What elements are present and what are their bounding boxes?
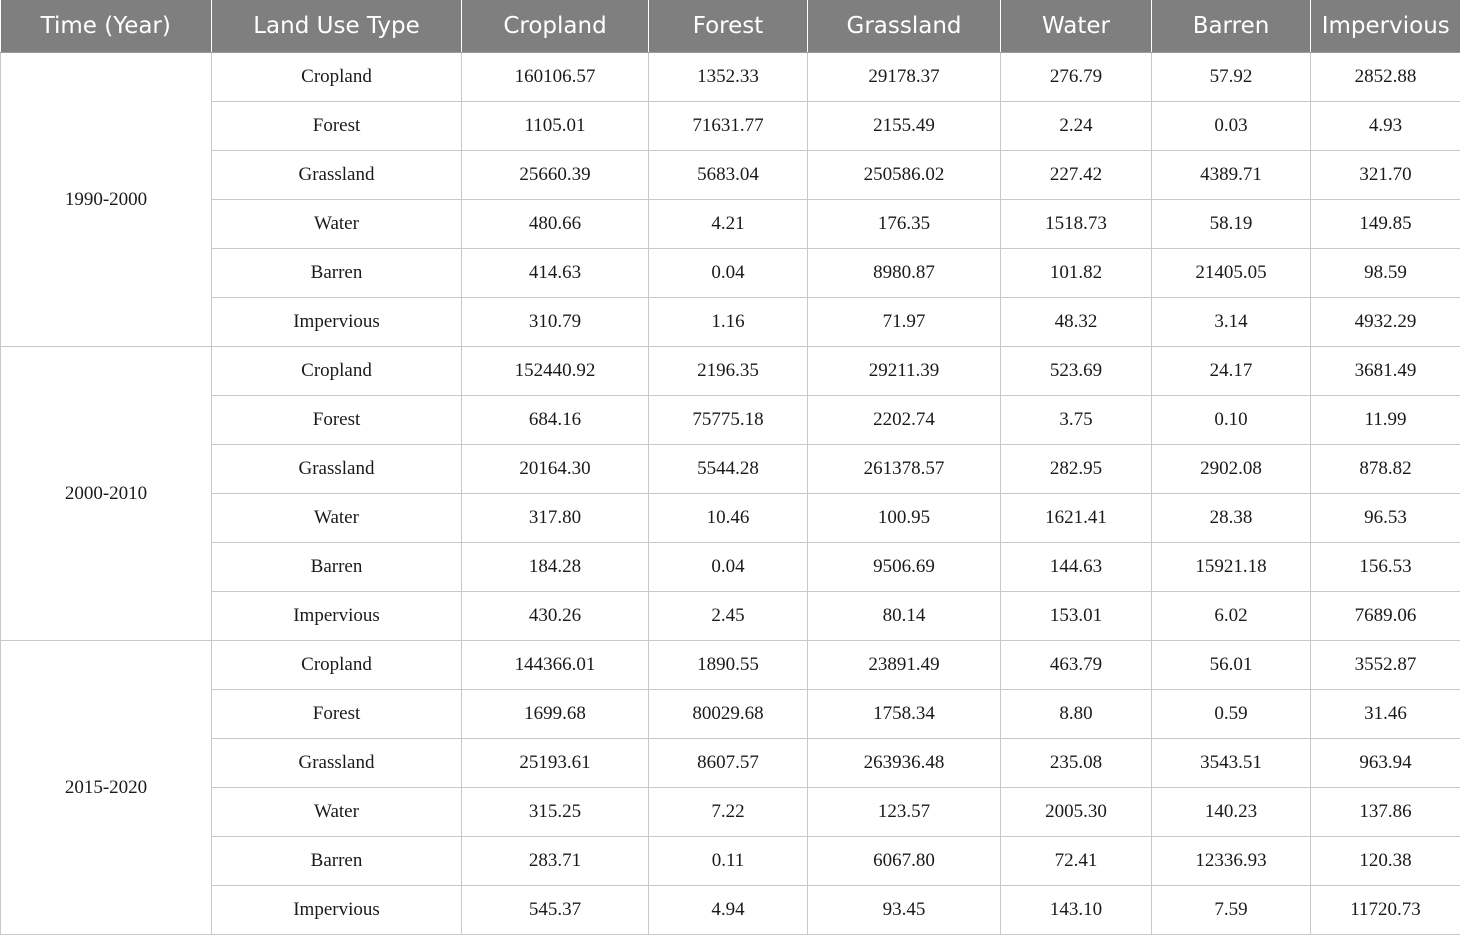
value-cell: 317.80 [462,494,649,543]
value-cell: 7.22 [649,788,808,837]
value-cell: 8980.87 [808,249,1001,298]
value-cell: 4932.29 [1311,298,1460,347]
column-header: Forest [649,0,808,53]
land-use-type-cell: Cropland [212,53,462,102]
value-cell: 98.59 [1311,249,1460,298]
value-cell: 480.66 [462,200,649,249]
value-cell: 71.97 [808,298,1001,347]
value-cell: 20164.30 [462,445,649,494]
land-use-type-cell: Grassland [212,151,462,200]
value-cell: 25193.61 [462,739,649,788]
value-cell: 0.11 [649,837,808,886]
value-cell: 80.14 [808,592,1001,641]
value-cell: 4.21 [649,200,808,249]
value-cell: 2.24 [1001,102,1152,151]
value-cell: 235.08 [1001,739,1152,788]
value-cell: 0.04 [649,249,808,298]
value-cell: 123.57 [808,788,1001,837]
value-cell: 1105.01 [462,102,649,151]
value-cell: 1.16 [649,298,808,347]
value-cell: 463.79 [1001,641,1152,690]
value-cell: 283.71 [462,837,649,886]
value-cell: 321.70 [1311,151,1460,200]
table-row [1,543,1460,592]
value-cell: 684.16 [462,396,649,445]
value-cell: 29211.39 [808,347,1001,396]
land-use-type-cell: Water [212,494,462,543]
value-cell: 523.69 [1001,347,1152,396]
value-cell: 120.38 [1311,837,1460,886]
table-row [1,200,1460,249]
value-cell: 96.53 [1311,494,1460,543]
value-cell: 101.82 [1001,249,1152,298]
header-row [1,0,1460,53]
table-row [1,494,1460,543]
value-cell: 1758.34 [808,690,1001,739]
value-cell: 2202.74 [808,396,1001,445]
table-row [1,592,1460,641]
value-cell: 3552.87 [1311,641,1460,690]
value-cell: 176.35 [808,200,1001,249]
table-row [1,102,1460,151]
land-use-type-cell: Cropland [212,347,462,396]
value-cell: 25660.39 [462,151,649,200]
value-cell: 310.79 [462,298,649,347]
value-cell: 227.42 [1001,151,1152,200]
value-cell: 878.82 [1311,445,1460,494]
table-row [1,347,1460,396]
value-cell: 8.80 [1001,690,1152,739]
value-cell: 250586.02 [808,151,1001,200]
column-header: Land Use Type [212,0,462,53]
value-cell: 0.04 [649,543,808,592]
value-cell: 2155.49 [808,102,1001,151]
value-cell: 24.17 [1152,347,1311,396]
period-cell: 1990-2000 [1,53,212,347]
value-cell: 2902.08 [1152,445,1311,494]
column-header: Impervious [1311,0,1460,53]
value-cell: 1352.33 [649,53,808,102]
table-row [1,298,1460,347]
table-body [1,53,1460,935]
value-cell: 545.37 [462,886,649,935]
value-cell: 282.95 [1001,445,1152,494]
value-cell: 31.46 [1311,690,1460,739]
value-cell: 144366.01 [462,641,649,690]
value-cell: 21405.05 [1152,249,1311,298]
value-cell: 6.02 [1152,592,1311,641]
table-row [1,53,1460,102]
table-row [1,788,1460,837]
table-row [1,249,1460,298]
value-cell: 156.53 [1311,543,1460,592]
value-cell: 9506.69 [808,543,1001,592]
land-use-type-cell: Water [212,200,462,249]
table-row [1,837,1460,886]
value-cell: 430.26 [462,592,649,641]
column-header: Time (Year) [1,0,212,53]
value-cell: 3.14 [1152,298,1311,347]
value-cell: 2852.88 [1311,53,1460,102]
value-cell: 261378.57 [808,445,1001,494]
value-cell: 23891.49 [808,641,1001,690]
table-row [1,151,1460,200]
value-cell: 10.46 [649,494,808,543]
value-cell: 1890.55 [649,641,808,690]
value-cell: 0.03 [1152,102,1311,151]
value-cell: 4.94 [649,886,808,935]
value-cell: 1699.68 [462,690,649,739]
value-cell: 2.45 [649,592,808,641]
column-header: Cropland [462,0,649,53]
table-row [1,445,1460,494]
value-cell: 93.45 [808,886,1001,935]
value-cell: 137.86 [1311,788,1460,837]
value-cell: 144.63 [1001,543,1152,592]
value-cell: 160106.57 [462,53,649,102]
column-header: Water [1001,0,1152,53]
table-row [1,886,1460,935]
land-use-type-cell: Barren [212,543,462,592]
value-cell: 29178.37 [808,53,1001,102]
value-cell: 153.01 [1001,592,1152,641]
value-cell: 5544.28 [649,445,808,494]
land-use-type-cell: Impervious [212,592,462,641]
period-cell: 2000-2010 [1,347,212,641]
land-use-type-cell: Grassland [212,739,462,788]
value-cell: 4389.71 [1152,151,1311,200]
value-cell: 184.28 [462,543,649,592]
land-use-type-cell: Impervious [212,298,462,347]
value-cell: 15921.18 [1152,543,1311,592]
land-use-type-cell: Cropland [212,641,462,690]
land-use-type-cell: Water [212,788,462,837]
value-cell: 3.75 [1001,396,1152,445]
table-row [1,690,1460,739]
land-use-type-cell: Forest [212,396,462,445]
land-use-type-cell: Barren [212,249,462,298]
table-row [1,396,1460,445]
value-cell: 100.95 [808,494,1001,543]
value-cell: 276.79 [1001,53,1152,102]
table-row [1,739,1460,788]
value-cell: 143.10 [1001,886,1152,935]
land-use-type-cell: Forest [212,690,462,739]
value-cell: 12336.93 [1152,837,1311,886]
value-cell: 3681.49 [1311,347,1460,396]
value-cell: 3543.51 [1152,739,1311,788]
value-cell: 4.93 [1311,102,1460,151]
value-cell: 1621.41 [1001,494,1152,543]
value-cell: 75775.18 [649,396,808,445]
value-cell: 11720.73 [1311,886,1460,935]
value-cell: 315.25 [462,788,649,837]
value-cell: 48.32 [1001,298,1152,347]
column-header: Grassland [808,0,1001,53]
land-use-type-cell: Barren [212,837,462,886]
period-cell: 2015-2020 [1,641,212,935]
value-cell: 0.59 [1152,690,1311,739]
value-cell: 1518.73 [1001,200,1152,249]
value-cell: 57.92 [1152,53,1311,102]
value-cell: 2005.30 [1001,788,1152,837]
value-cell: 8607.57 [649,739,808,788]
value-cell: 7.59 [1152,886,1311,935]
value-cell: 72.41 [1001,837,1152,886]
value-cell: 140.23 [1152,788,1311,837]
value-cell: 58.19 [1152,200,1311,249]
land-use-type-cell: Grassland [212,445,462,494]
value-cell: 963.94 [1311,739,1460,788]
land-use-type-cell: Forest [212,102,462,151]
table-row [1,641,1460,690]
value-cell: 2196.35 [649,347,808,396]
value-cell: 7689.06 [1311,592,1460,641]
value-cell: 80029.68 [649,690,808,739]
land-use-type-cell: Impervious [212,886,462,935]
column-header: Barren [1152,0,1311,53]
value-cell: 263936.48 [808,739,1001,788]
value-cell: 6067.80 [808,837,1001,886]
value-cell: 28.38 [1152,494,1311,543]
value-cell: 5683.04 [649,151,808,200]
value-cell: 56.01 [1152,641,1311,690]
value-cell: 152440.92 [462,347,649,396]
value-cell: 11.99 [1311,396,1460,445]
value-cell: 71631.77 [649,102,808,151]
value-cell: 0.10 [1152,396,1311,445]
value-cell: 149.85 [1311,200,1460,249]
value-cell: 414.63 [462,249,649,298]
